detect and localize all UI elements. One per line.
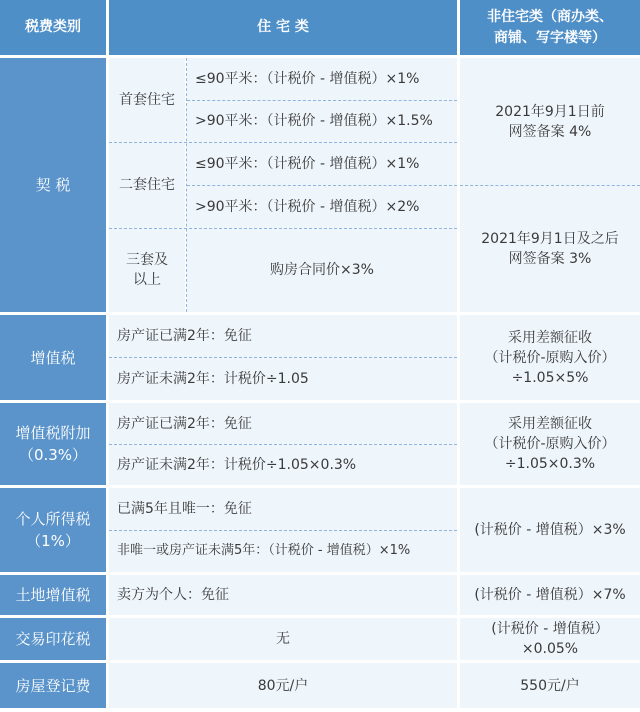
income-tax-only-home: 已满5年且唯一：免征	[109, 488, 457, 530]
second-home-large-area: >90平米：（计税价 - 增值税）×2%	[187, 185, 457, 228]
second-home-label: 二套住宅	[109, 142, 185, 228]
stamp-tax-non-res: (计税价 - 增值税） ×0.05%	[460, 618, 640, 660]
first-home-large-area: >90平米：（计税价 - 增值税）×1.5%	[187, 100, 457, 142]
vat-under-2-years: 房产证未满2年：计税价÷1.05	[109, 357, 457, 400]
vat-surcharge-over-2-years: 房产证已满2年：免征	[109, 403, 457, 444]
divider	[109, 444, 457, 445]
header-residential-text: 住 宅 类	[257, 19, 309, 35]
stamp-tax-label: 交易印花税	[0, 618, 106, 660]
vat-over-2-years: 房产证已满2年：免征	[109, 315, 457, 357]
divider	[109, 530, 457, 531]
income-tax-other: 非唯一或房产证未满5年：（计税价 - 增值税）×1%	[109, 530, 457, 572]
deed-tax-non-res-after: 2021年9月1日及之后 网签备案 3%	[460, 185, 640, 312]
third-home-label: 三套及 以上	[109, 228, 185, 312]
header-non-residential-line1: 非住宅类（商办类、	[487, 8, 613, 25]
divider	[187, 185, 457, 186]
vat-non-res: 采用差额征收 （计税价-原购入价） ÷1.05×5%	[460, 315, 640, 400]
vat-surcharge-label: 增值税附加 （0.3%）	[0, 403, 106, 485]
land-vat-res: 卖方为个人：免征	[109, 575, 457, 615]
vat-surcharge-non-res: 采用差额征收 （计税价-原购入价） ÷1.05×0.3%	[460, 403, 640, 485]
vat-label: 增值税	[0, 315, 106, 400]
header-category-text: 税费类别	[25, 19, 81, 35]
divider	[460, 185, 640, 186]
deed-tax-label	[0, 58, 106, 312]
header-category	[0, 0, 106, 55]
second-home-small-area: ≤90平米：（计税价 - 增值税）×1%	[187, 142, 457, 185]
income-tax-label: 个人所得税 （1%）	[0, 488, 106, 572]
divider	[186, 58, 187, 312]
third-home-value: 购房合同价×3%	[187, 228, 457, 312]
land-vat-label: 土地增值税	[0, 575, 106, 615]
divider	[109, 228, 457, 229]
header-non-residential-line2: 商铺、写字楼等）	[494, 29, 606, 46]
registration-fee-non-res: 550元/户	[460, 663, 640, 708]
land-vat-non-res: (计税价 - 增值税）×7%	[460, 575, 640, 615]
header-non-residential	[460, 0, 640, 55]
first-home-small-area: ≤90平米：（计税价 - 增值税）×1%	[187, 58, 457, 100]
deed-tax-non-res-before: 2021年9月1日前 网签备案 4%	[460, 58, 640, 185]
deed-tax-label-text: 契 税	[35, 176, 71, 194]
divider	[109, 142, 457, 143]
income-tax-non-res: (计税价 - 增值税）×3%	[460, 488, 640, 572]
header-residential	[109, 0, 457, 55]
divider	[187, 100, 457, 101]
divider	[109, 357, 457, 358]
vat-surcharge-under-2-years: 房产证未满2年：计税价÷1.05×0.3%	[109, 444, 457, 485]
registration-fee-res: 80元/户	[109, 663, 457, 708]
first-home-label: 首套住宅	[109, 58, 185, 142]
registration-fee-label: 房屋登记费	[0, 663, 106, 708]
stamp-tax-res: 无	[109, 618, 457, 660]
